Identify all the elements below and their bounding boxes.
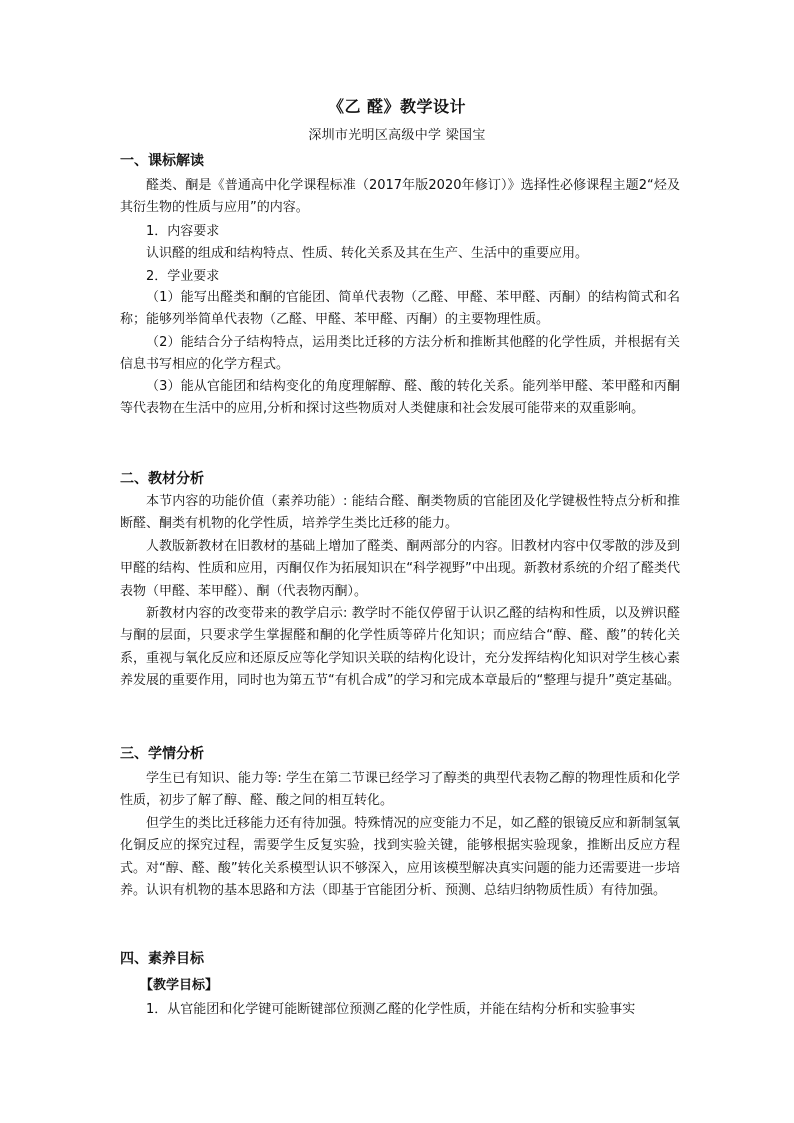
- paragraph-requirement-1: （1）能写出醛类和酮的官能团、简单代表物（乙醛、甲醛、苯甲醛、丙酮）的结构简式和名称；能够列举简单代表物（乙醛、甲醛、苯甲醛、丙酮）的主要物理性质。: [120, 290, 680, 328]
- paragraph-learners-2: 但学生的类比迁移能力还有待加强。特殊情况的应变能力不足，如乙醛的银镜反应和新制氢氧化铜反应的探究过程，需要学生反复实验，找到实验关键，能够根据实验现象，推断出反应方程式。对“醇、醛、酸”转化关系模型认识不够深入，应用该模型解决真实问题的能力还需要进一步培养。认识有机物的基本思路和方法（即基于官能团分析、预测、总结归纳物质性质）有待加强。: [120, 816, 680, 898]
- paragraph-requirement-2: （2）能结合分子结构特点，运用类比迁移的方法分析和推断其他醛的化学性质，并根据有关信息书写相应的化学方程式。: [120, 335, 680, 373]
- paragraph-learners-1: 学生已有知识、能力等: 学生在第二节课已经学习了醇类的典型代表物乙醇的物理性质和化学性质，初步了解了醇、醛、酸之间的相互转化。: [120, 771, 680, 809]
- section-heading-textbook: 二、教材分析: [120, 471, 204, 487]
- item-content-requirements-text: 认识醛的组成和结构特点、性质、转化关系及其在生产、生活中的重要应用。: [146, 246, 589, 261]
- goal-item-1: 1．从官能团和化学键可能断键部位预测乙醛的化学性质，并能在结构分析和实验事实: [146, 1002, 636, 1017]
- teaching-goals-label: 【教学目标】: [140, 978, 219, 993]
- section-heading-curriculum: 一、课标解读: [120, 153, 204, 169]
- document-author: 深圳市光明区高级中学 梁国宝: [308, 128, 486, 143]
- paragraph-textbook-3: 新教材内容的改变带来的教学启示: 教学时不能仅停留于认识乙醛的结构和性质，以及辨识醛与酮的层面，只要求学生掌握醛和酮的化学性质等碎片化知识；而应结合“醇、醛、酸”的转化关系，重视与氧化反应和还原反应等化学知识关联的结构化设计，充分发挥结构化知识对学生核心素养发展的重要作用，同时也为第五节“有机合成”的学习和完成本章最后的“整理与提升”奠定基础。: [120, 606, 680, 688]
- paragraph-textbook-1: 本节内容的功能价值（素养功能）: 能结合醛、酮类物质的官能团及化学键极性特点分析和推断醛、酮类有机物的化学性质，培养学生类比迁移的能力。: [120, 494, 680, 532]
- paragraph-textbook-2: 人教版新教材在旧教材的基础上增加了醛类、酮两部分的内容。旧教材内容中仅零散的涉及到甲醛的结构、性质和应用，丙酮仅作为拓展知识在“科学视野”中出现。新教材系统的介绍了醛类代表物（甲醛、苯甲醛）、酮（代表物丙酮）。: [120, 539, 680, 599]
- item-academic-requirements-label: 2．学业要求: [146, 269, 220, 284]
- paragraph-requirement-3: （3）能从官能团和结构变化的角度理解醇、醛、酸的转化关系。能列举甲醛、苯甲醛和丙酮等代表物在生活中的应用,分析和探讨这些物质对人类健康和社会发展可能带来的双重影响。: [120, 379, 680, 417]
- section-heading-goals: 四、素养目标: [120, 951, 204, 967]
- section-heading-learners: 三、学情分析: [120, 746, 204, 762]
- paragraph-curriculum-intro: 醛类、酮是《普通高中化学课程标准（2017年版2020年修订）》选择性必修课程主题2“烃及其衍生物的性质与应用”的内容。: [120, 178, 680, 216]
- item-content-requirements-label: 1．内容要求: [146, 224, 220, 239]
- document-title: 《乙 醛》教学设计: [327, 97, 467, 116]
